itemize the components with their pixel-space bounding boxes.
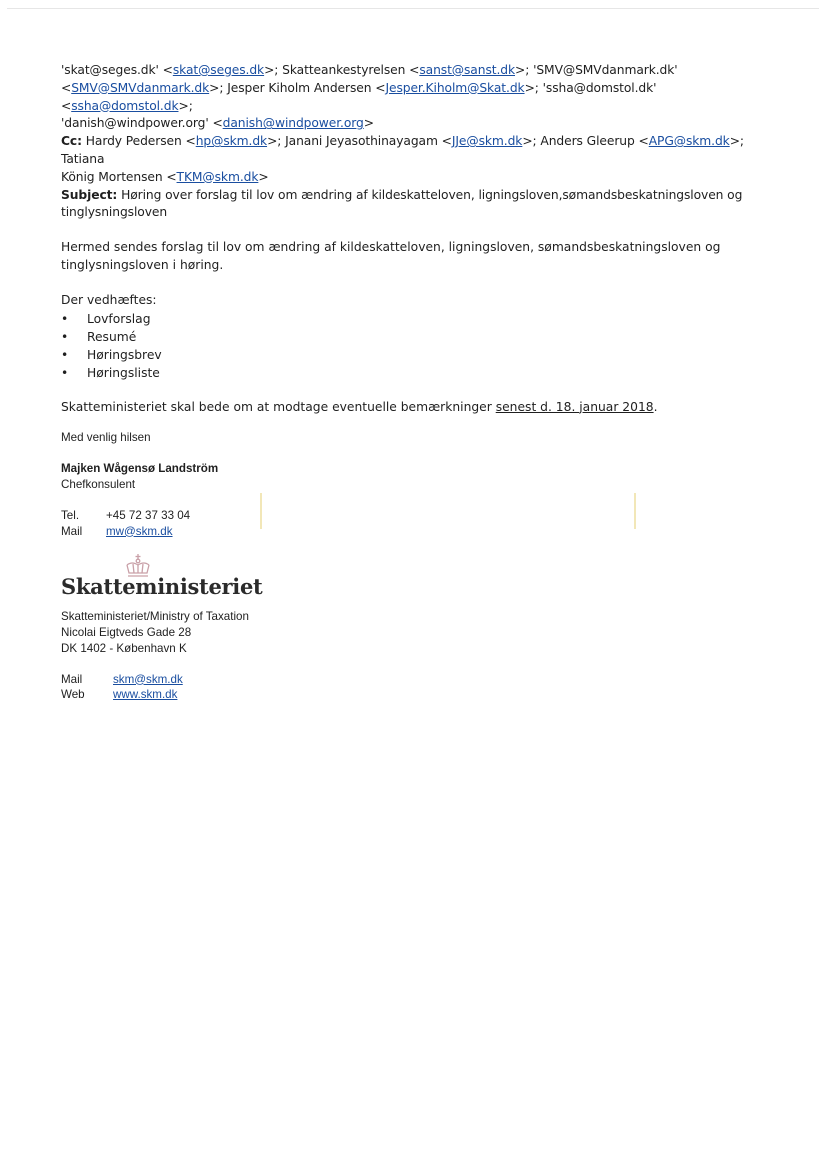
bullet: • [61, 311, 69, 326]
signer-name: Majken Wågensø Landström [61, 462, 219, 476]
header-text: >; Anders Gleerup < [522, 134, 649, 149]
header-text: 'danish@windpower.org' < [61, 116, 223, 131]
bullet: • [61, 347, 69, 362]
greeting: Med venlig hilsen [61, 431, 151, 445]
header-text: > [363, 116, 374, 131]
email-link[interactable]: SMV@SMVdanmark.dk [71, 80, 210, 95]
attachment-label: Lovforslag [87, 311, 151, 326]
email-link[interactable]: APG@skm.dk [648, 134, 730, 149]
intro-line-1: Hermed sendes forslag til lov om ændring af kildeskatteloven, ligningsloven, sømandsbeskatningsloven og [61, 240, 721, 255]
attachment-item [61, 328, 761, 346]
tel-value: +45 72 37 33 04 [106, 508, 191, 522]
email-body [61, 239, 761, 416]
subject-line-2: tinglysningsloven [61, 205, 168, 220]
attachment-label: Høringsliste [87, 365, 160, 380]
signer-title: Chefkonsulent [61, 477, 136, 491]
email-link[interactable]: sanst@sanst.dk [419, 63, 516, 77]
email-content [61, 62, 761, 703]
attachment-item [61, 310, 761, 328]
cc-line-1 [61, 133, 761, 169]
mail-label: Mail [61, 524, 83, 538]
org-web-row [61, 687, 761, 703]
header-text: König Mortensen < [61, 169, 177, 184]
email-link[interactable]: danish@windpower.org [222, 116, 364, 131]
header-text: >; Tatiana [61, 134, 744, 166]
attachment-label: Høringsbrev [87, 347, 162, 362]
email-link[interactable]: TKM@skm.dk [176, 169, 259, 184]
brand-logo-text: Skatteministeriet [61, 574, 263, 600]
header-text: >; Jesper Kiholm Andersen < [209, 80, 386, 95]
org-web-label: Web [61, 688, 85, 702]
bullet: • [61, 329, 69, 344]
org-line-2: Nicolai Eigtveds Gade 28 [61, 625, 192, 639]
subject-text: Høring over forslag til lov om ændring af kildeskatteloven, ligningsloven,sømandsbeskatningsloven og [117, 187, 743, 202]
email-link[interactable]: skat@seges.dk [172, 63, 265, 77]
cc-label: Cc: [61, 134, 82, 149]
header-text: >; Janani Jeyasothinayagam < [267, 134, 452, 149]
bullet: • [61, 365, 69, 380]
header-text: >; [178, 98, 193, 113]
header-text: > [258, 169, 269, 184]
header-text: >; Skatteankestyrelsen < [264, 63, 420, 77]
request-text: . [653, 399, 658, 414]
header-text: >; 'ssha@domstol.dk' < [61, 80, 657, 113]
org-mail-link[interactable]: skm@skm.dk [113, 672, 183, 686]
header-text: Hardy Pedersen < [81, 134, 196, 149]
org-web-link[interactable]: www.skm.dk [113, 688, 178, 702]
email-link[interactable]: hp@skm.dk [195, 134, 268, 149]
subject-label: Subject: [61, 187, 118, 202]
request-text: Skatteministeriet skal bede om at modtage eventuelle bemærkninger [61, 399, 496, 414]
header-text: >; 'SMV@SMVdanmark.dk' [515, 63, 678, 77]
org-mail-label: Mail [61, 672, 83, 686]
header-text: 'skat@seges.dk' < [61, 63, 173, 77]
attachment-item [61, 346, 761, 364]
request-line [61, 399, 761, 417]
attachment-item [61, 364, 761, 382]
org-mail-row [61, 672, 761, 688]
signature-block [61, 430, 761, 703]
to-line-3 [61, 115, 761, 133]
tel-row [61, 508, 761, 524]
to-line-2 [61, 80, 761, 116]
attachments-intro: Der vedhæftes: [61, 292, 157, 307]
cc-line-2 [61, 169, 761, 187]
tel-label: Tel. [61, 508, 80, 522]
email-link[interactable]: ssha@domstol.dk [71, 98, 179, 113]
email-header [61, 62, 761, 222]
to-line-1 [61, 62, 761, 80]
email-link[interactable]: JJe@skm.dk [451, 134, 523, 149]
attachment-label: Resumé [87, 329, 137, 344]
org-line-1: Skatteministeriet/Ministry of Taxation [61, 610, 249, 624]
email-link[interactable]: Jesper.Kiholm@Skat.dk [385, 80, 525, 95]
deadline: senest d. 18. januar 2018 [495, 399, 654, 414]
attachment-list [61, 310, 761, 382]
mail-link[interactable]: mw@skm.dk [106, 524, 173, 538]
mail-row [61, 524, 761, 540]
subject-line [61, 187, 761, 205]
intro-line-2: tinglysningsloven i høring. [61, 257, 224, 272]
header-text: < [61, 80, 72, 95]
org-line-3: DK 1402 - København K [61, 641, 187, 655]
